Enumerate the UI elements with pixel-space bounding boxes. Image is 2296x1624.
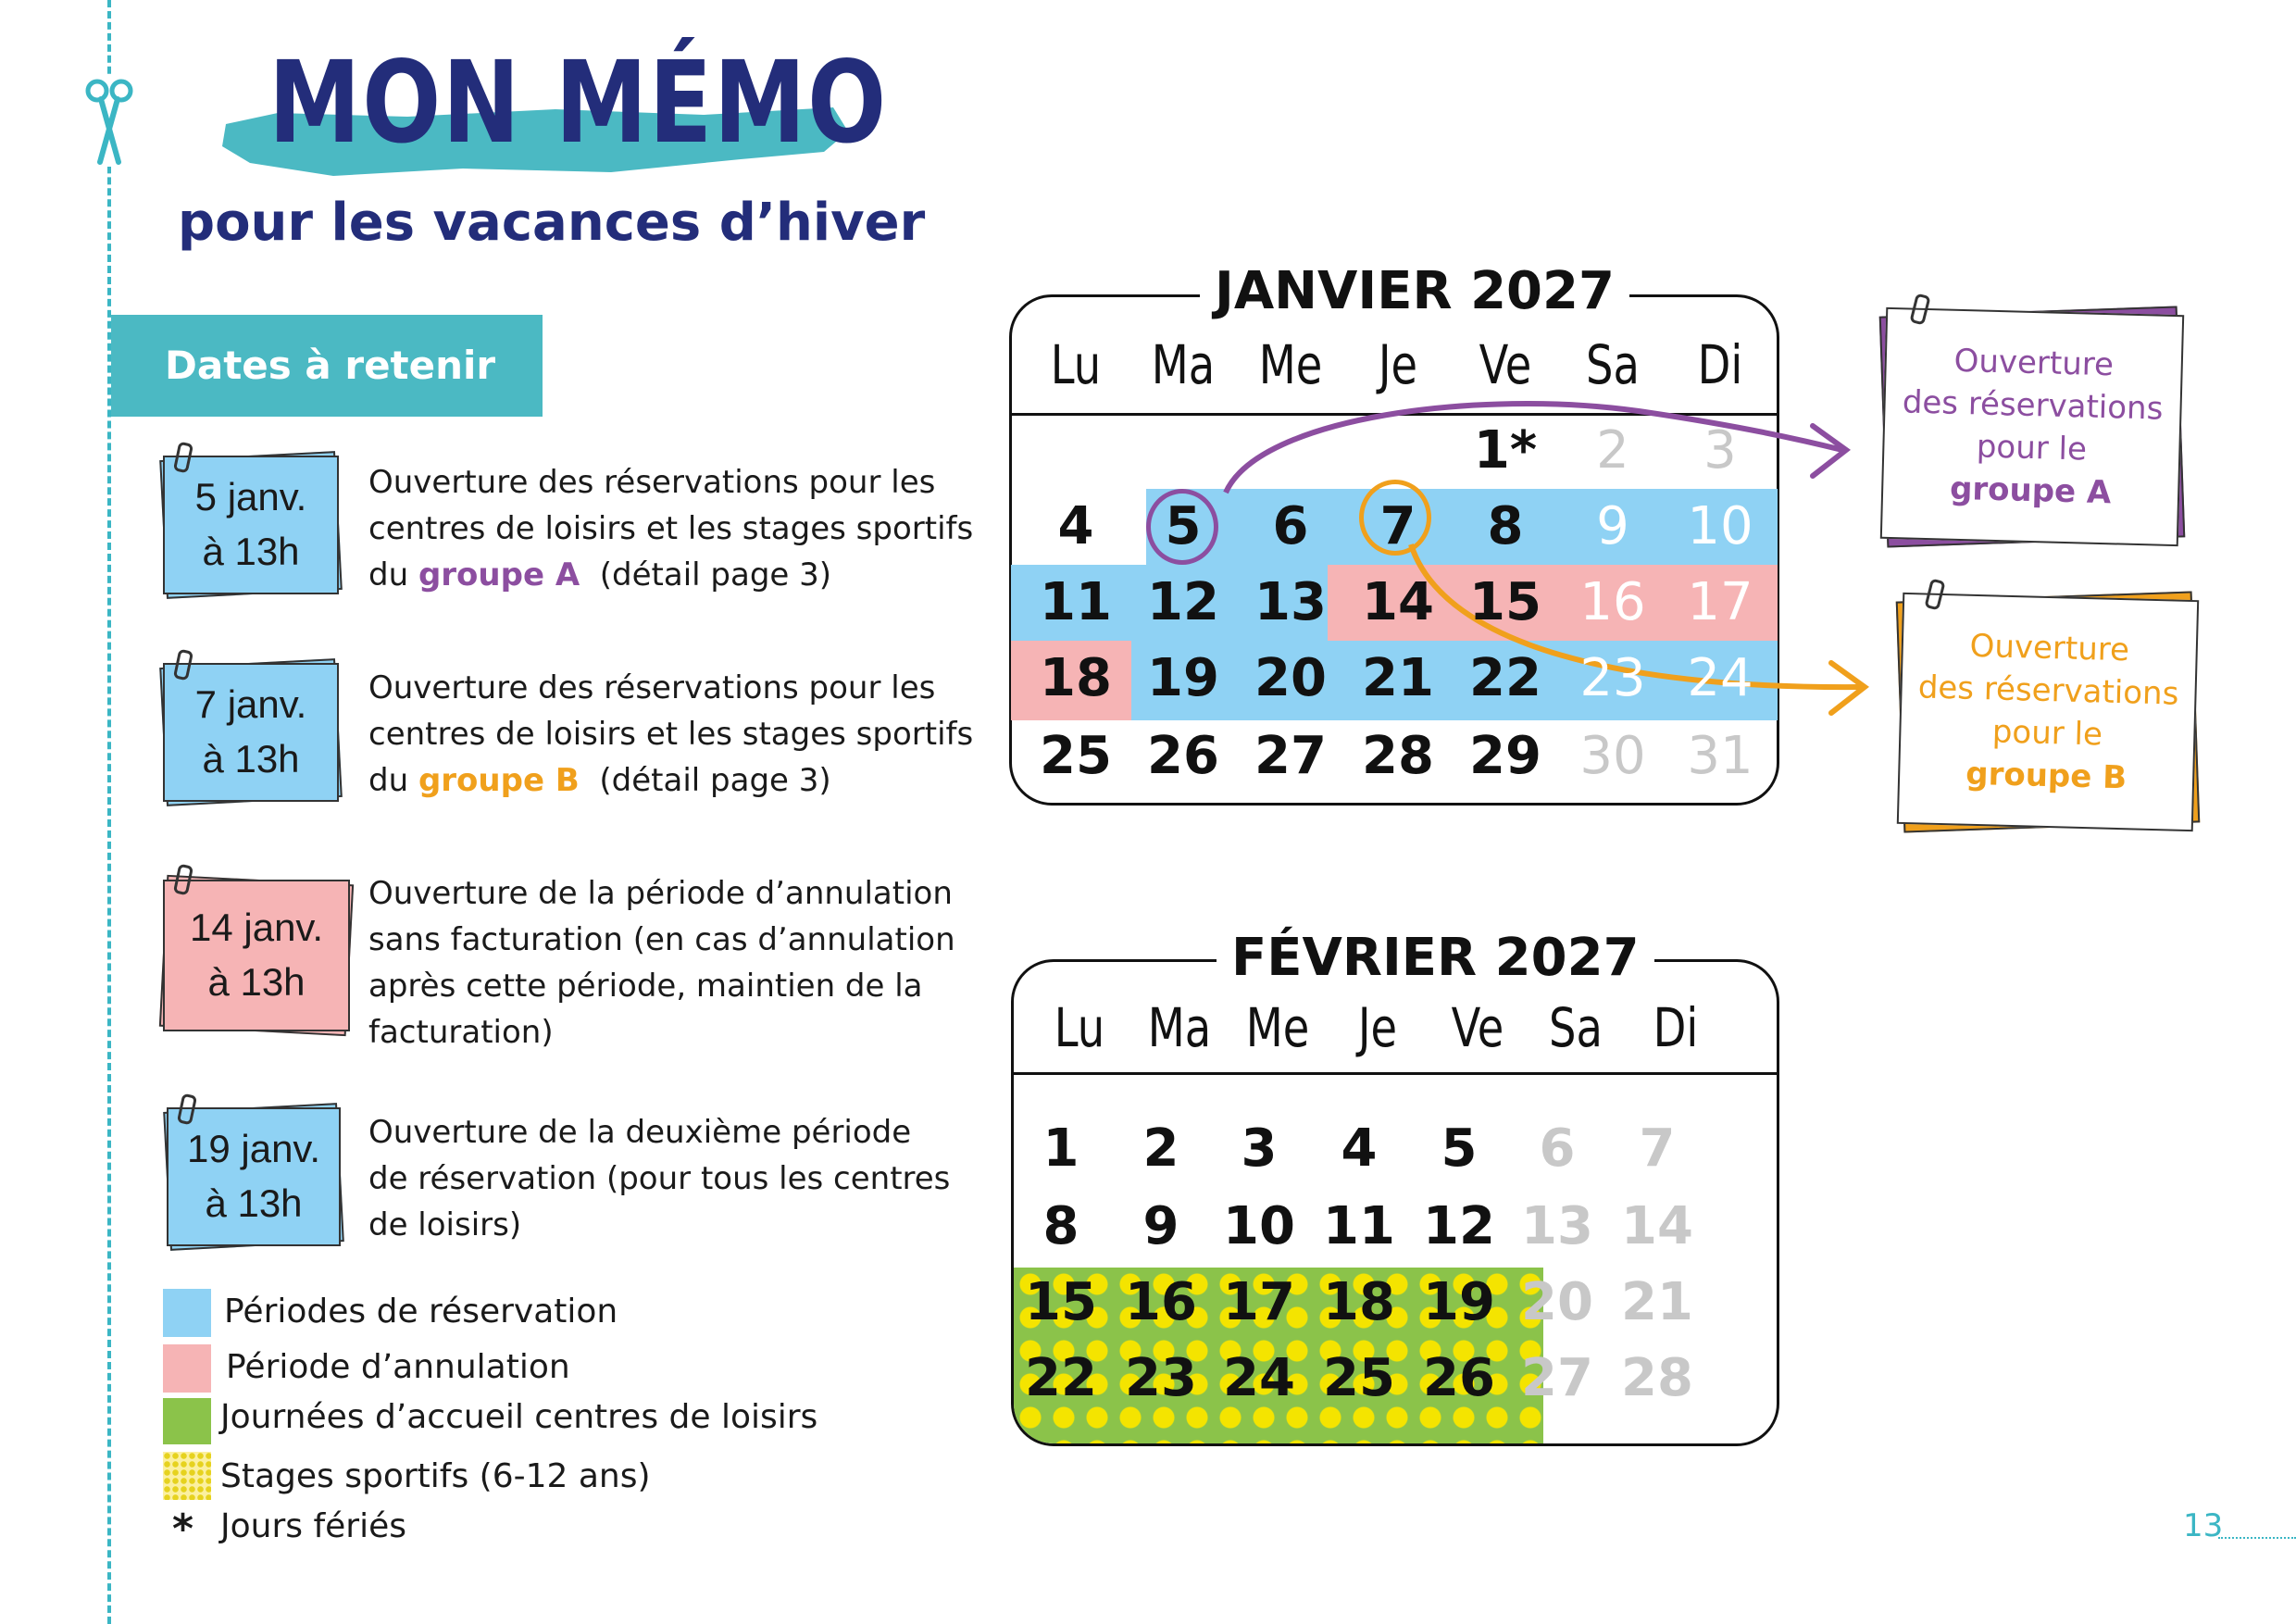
weekday-Ma: Ma <box>1151 333 1216 396</box>
jan-day-cell: 16 <box>1579 572 1646 632</box>
page-number: 13 <box>2183 1507 2224 1544</box>
legend-label-leisure-centres: Journées d’accueil centres de loisirs <box>220 1398 818 1436</box>
page-title: MON MÉMO <box>268 37 888 169</box>
feb-day-cell: 23 <box>1125 1348 1197 1408</box>
desc-line: centres de loisirs et les stages sportifs <box>368 716 974 753</box>
feb-day-cell: 24 <box>1223 1348 1295 1408</box>
note-date: 19 janv. <box>187 1127 320 1171</box>
jan-day-cell: 29 <box>1469 726 1541 786</box>
jan-day-cell: 10 <box>1687 496 1753 556</box>
feb-day-cell: 19 <box>1423 1272 1495 1332</box>
weekday-Sa: Sa <box>1586 333 1640 396</box>
group-b-label: groupe B <box>418 762 580 799</box>
jan-day-cell: 30 <box>1579 726 1646 786</box>
feb-day-cell: 8 <box>1042 1196 1079 1256</box>
dates-section-header: Dates à retenir <box>111 315 543 417</box>
jan-day-cell: 28 <box>1362 726 1434 786</box>
jan-day-cell: 21 <box>1362 648 1434 708</box>
jan-day-cell: 25 <box>1040 726 1112 786</box>
note-date: 14 janv. <box>190 906 323 950</box>
feb-day-cell: 16 <box>1125 1272 1197 1332</box>
desc-line: Ouverture des réservations pour les <box>368 669 936 706</box>
legend-label-holidays: Jours fériés <box>220 1507 406 1545</box>
feb-day-cell: 22 <box>1025 1348 1097 1408</box>
weekday-Ma: Ma <box>1147 996 1212 1059</box>
desc-text: du <box>368 556 418 593</box>
note-line: Ouverture <box>1969 627 2130 669</box>
page-subtitle: pour les vacances d’hiver <box>178 193 926 253</box>
january-title: JANVIER 2027 <box>1200 259 1629 324</box>
jan-day-cell: 2 <box>1596 420 1629 481</box>
arrow-head-icon <box>1813 426 1846 476</box>
desc-line: Ouverture de la deuxième période <box>368 1114 912 1151</box>
desc-line: de loisirs) <box>368 1206 522 1243</box>
desc-line: de réservation (pour tous les centres <box>368 1160 951 1197</box>
jan-day-cell: 31 <box>1687 726 1753 786</box>
weekday-Je: Je <box>1378 333 1418 396</box>
jan-day-cell: 3 <box>1703 420 1737 481</box>
jan-day-cell: 6 <box>1272 496 1309 556</box>
feb-day-cell: 5 <box>1441 1118 1478 1179</box>
jan-day-cell: 17 <box>1687 572 1753 632</box>
legend-label-cancellation: Période d’annulation <box>226 1348 570 1386</box>
note-group: groupe B <box>1965 755 2128 797</box>
note-group: groupe A <box>1949 469 2112 512</box>
feb-day-cell: 28 <box>1621 1348 1693 1408</box>
feb-day-cell: 10 <box>1223 1196 1295 1256</box>
note-line: pour le <box>1976 428 2088 468</box>
note-line: des réservations <box>1902 383 2164 428</box>
feb-day-cell: 18 <box>1323 1272 1395 1332</box>
feb-day-cell: 4 <box>1341 1118 1378 1179</box>
jan-day-cell: 9 <box>1596 496 1629 556</box>
jan-day-cell: 19 <box>1147 648 1219 708</box>
note-date: 7 janv. <box>194 682 307 727</box>
feb-day-cell: 27 <box>1521 1348 1593 1408</box>
feb-day-cell: 13 <box>1521 1196 1593 1256</box>
feb-day-cell: 3 <box>1241 1118 1278 1179</box>
weekday-Di: Di <box>1697 333 1743 396</box>
page-number-rule <box>2218 1537 2296 1539</box>
weekday-Me: Me <box>1258 333 1323 396</box>
note-paper <box>1880 307 2184 546</box>
jan-day-cell: 20 <box>1254 648 1327 708</box>
note-time: à 13h <box>202 530 300 573</box>
legend-label-reservation: Périodes de réservation <box>224 1293 618 1330</box>
note-line: Ouverture <box>1953 342 2115 384</box>
weekday-Me: Me <box>1245 996 1310 1059</box>
jan-day-cell: 1* <box>1473 420 1538 481</box>
jan-day-cell: 13 <box>1254 572 1327 632</box>
jan-day-cell: 12 <box>1147 572 1219 632</box>
weekday-Lu: Lu <box>1054 996 1105 1059</box>
desc-text: du <box>368 762 418 799</box>
feb-day-cell: 15 <box>1025 1272 1097 1332</box>
group-a-label: groupe A <box>418 556 580 593</box>
feb-day-cell: 14 <box>1621 1196 1693 1256</box>
weekday-Sa: Sa <box>1549 996 1603 1059</box>
desc-line: Ouverture des réservations pour les <box>368 464 936 501</box>
feb-day-cell: 20 <box>1521 1272 1593 1332</box>
weekday-Di: Di <box>1653 996 1699 1059</box>
desc-line: facturation) <box>368 1014 554 1051</box>
note-paper <box>1897 593 2199 831</box>
note-time: à 13h <box>205 1181 303 1225</box>
feb-day-cell: 12 <box>1423 1196 1495 1256</box>
asterisk-icon: * <box>172 1505 194 1553</box>
jan-day-cell: 15 <box>1469 572 1541 632</box>
feb-day-cell: 25 <box>1323 1348 1395 1408</box>
group-b-note <box>1900 596 2196 828</box>
note-line: des réservations <box>1917 668 2179 713</box>
jan-day-cell: 23 <box>1579 648 1646 708</box>
weekday-Ve: Ve <box>1479 333 1532 396</box>
note-time: à 13h <box>202 737 300 781</box>
feb-day-cell: 9 <box>1142 1196 1179 1256</box>
jan-day-cell: 7 <box>1379 496 1416 556</box>
feb-day-cell: 1 <box>1042 1118 1079 1179</box>
jan-day-cell: 14 <box>1362 572 1434 632</box>
jan-day-cell: 4 <box>1057 496 1094 556</box>
group-a-note <box>1883 311 2181 543</box>
desc-text: (détail page 3) <box>579 762 831 799</box>
jan-day-cell: 8 <box>1487 496 1524 556</box>
feb-day-cell: 26 <box>1423 1348 1495 1408</box>
desc-line: après cette période, maintien de la <box>368 968 923 1005</box>
feb-day-cell: 2 <box>1142 1118 1179 1179</box>
jan-day-cell: 5 <box>1165 496 1202 556</box>
note-time: à 13h <box>207 960 306 1004</box>
legend-label-sports-camps: Stages sportifs (6-12 ans) <box>220 1457 651 1495</box>
jan-day-cell: 11 <box>1040 572 1112 632</box>
weekday-Je: Je <box>1357 996 1398 1059</box>
february-title: FÉVRIER 2027 <box>1217 926 1654 991</box>
feb-day-cell: 17 <box>1223 1272 1295 1332</box>
weekday-Ve: Ve <box>1451 996 1504 1059</box>
weekday-Lu: Lu <box>1050 333 1102 396</box>
desc-line: Ouverture de la période d’annulation <box>368 875 953 912</box>
desc-text: (détail page 3) <box>580 556 832 593</box>
jan-day-cell: 18 <box>1040 648 1112 708</box>
feb-day-cell: 7 <box>1639 1118 1676 1179</box>
feb-day-cell: 21 <box>1621 1272 1693 1332</box>
note-date: 5 janv. <box>194 475 307 519</box>
note-line: pour le <box>1991 713 2103 754</box>
jan-day-cell: 27 <box>1254 726 1327 786</box>
feb-day-cell: 6 <box>1539 1118 1576 1179</box>
jan-day-cell: 22 <box>1469 648 1541 708</box>
feb-day-cell: 11 <box>1323 1196 1395 1256</box>
jan-day-cell: 26 <box>1147 726 1219 786</box>
desc-line: sans facturation (en cas d’annulation <box>368 921 955 958</box>
jan-day-cell: 24 <box>1687 648 1753 708</box>
desc-line: centres de loisirs et les stages sportifs <box>368 510 974 547</box>
